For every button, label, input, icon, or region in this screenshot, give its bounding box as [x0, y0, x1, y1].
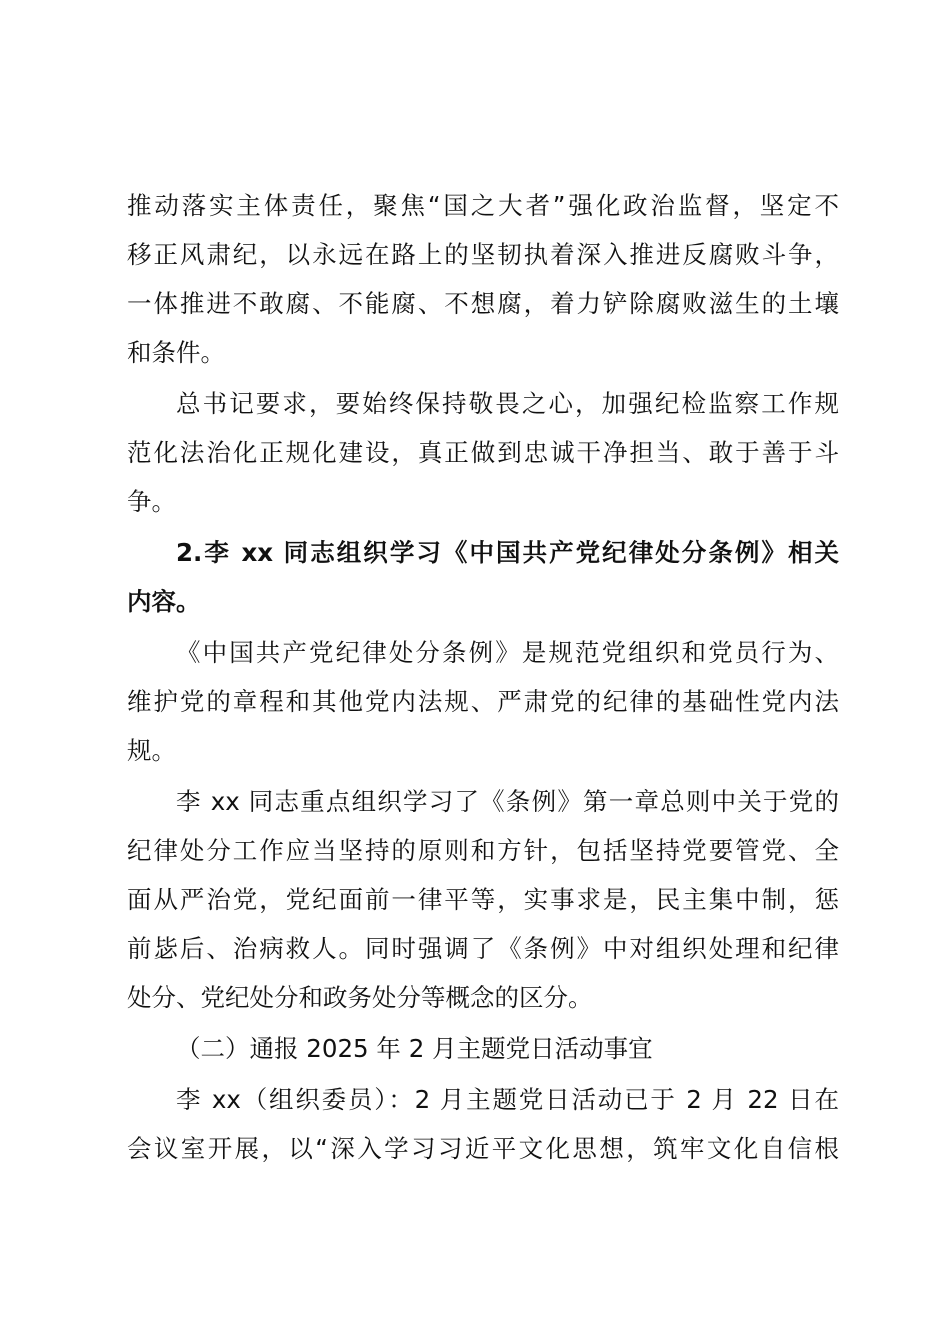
body-text-line: 和条件。	[127, 338, 225, 367]
body-text-line: 会议室开展，以“深入学习习近平文化思想，筑牢文化自信根	[127, 1134, 839, 1163]
body-text-line: 范化法治化正规化建设，真正做到忠诚干净担当、敢于善于斗	[127, 438, 839, 467]
body-text-line: 争。	[127, 487, 176, 516]
body-text-line: 李 xx（组织委员）：2 月主题党日活动已于 2 月 22 日在	[176, 1085, 839, 1114]
body-text-line: 推动落实主体责任，聚焦“国之大者”强化政治监督，坚定不	[127, 191, 839, 220]
body-text-line: 规。	[127, 736, 176, 765]
body-text-line: 维护党的章程和其他党内法规、严肃党的纪律的基础性党内法	[127, 687, 839, 716]
subsection-heading: （二）通报 2025 年 2 月主题党日活动事宜	[176, 1034, 653, 1063]
body-text-line: 李 xx 同志重点组织学习了《条例》第一章总则中关于党的	[176, 787, 839, 816]
body-text-line: 前毖后、治病救人。同时强调了《条例》中对组织处理和纪律	[127, 934, 839, 963]
body-text-line: 一体推进不敢腐、不能腐、不想腐，着力铲除腐败滋生的土壤	[127, 289, 839, 318]
body-text-line: 面从严治党，党纪面前一律平等，实事求是，民主集中制，惩	[127, 885, 839, 914]
section-heading: 内容。	[127, 587, 201, 616]
body-text-line: 移正风肃纪，以永远在路上的坚韧执着深入推进反腐败斗争，	[127, 240, 839, 269]
section-heading: 2.李 xx 同志组织学习《中国共产党纪律处分条例》相关	[176, 538, 839, 567]
body-text-line: 总书记要求，要始终保持敬畏之心，加强纪检监察工作规	[176, 389, 839, 418]
body-text-line: 《中国共产党纪律处分条例》是规范党组织和党员行为、	[176, 638, 839, 667]
body-text-line: 纪律处分工作应当坚持的原则和方针，包括坚持党要管党、全	[127, 836, 839, 865]
body-text-line: 处分、党纪处分和政务处分等概念的区分。	[127, 983, 593, 1012]
